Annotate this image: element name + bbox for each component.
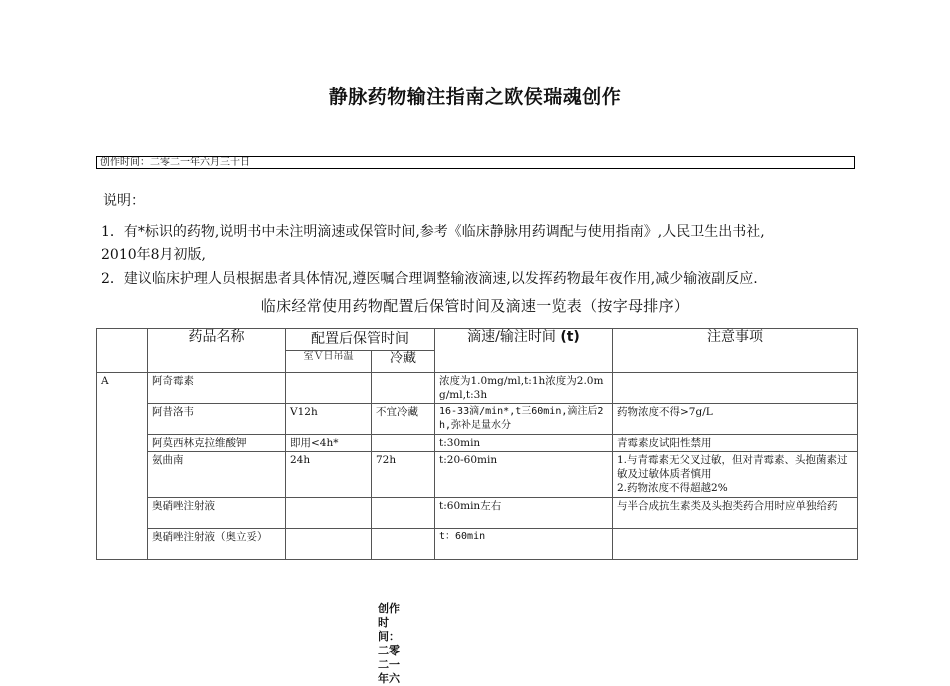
footer-creation-date: 创作时间：二零二一年六 (378, 602, 400, 685)
header-room-temp: 室Ｖ日吊温 (286, 351, 372, 373)
refrigerated-value: 72h (372, 452, 435, 498)
note-2: 2．建议临床护理人员根据患者具体情况,遵医嘱合理调整输液滴速,以发挥药物最年夜作用,减少输液副反应. (101, 271, 758, 287)
room-temp-value: 即用<4h* (286, 435, 372, 452)
refrigerated-value (372, 498, 435, 529)
notes-value: 与半合成抗生素类及头抱类药合用时应单独给药 (613, 498, 858, 529)
table-row (97, 452, 858, 498)
table-row (97, 529, 858, 560)
notes-value: 药物浓度不得>7g/L (613, 404, 858, 435)
rate-value: t:30min (435, 435, 613, 452)
drug-name: 奥硝唑注射液 (148, 498, 286, 529)
notes-value: 青霉素皮试阳性禁用 (613, 435, 858, 452)
rate-value: 16-33滴/min*,t三60min,滴注后2h,弥补足量水分 (435, 404, 613, 435)
room-temp-value: 24h (286, 452, 372, 498)
rate-value: t:60min左右 (435, 498, 613, 529)
note-1-line-1: 1．有*标识的药物,说明书中未注明滴速或保管时间,参考《临床静脉用药调配与使用指南》,人民卫生出书社, (101, 224, 765, 240)
group-letter: A (97, 373, 148, 560)
creation-date-box: 创作时间：二零二一年六月三十日 (96, 156, 855, 169)
table-row (97, 435, 858, 452)
header-refrigerated: 冷藏 (372, 351, 435, 373)
drug-table (96, 328, 858, 560)
refrigerated-value (372, 529, 435, 560)
drug-name: 奥硝唑注射液（奥立妥） (148, 529, 286, 560)
notes-value (613, 452, 858, 498)
refrigerated-value (372, 373, 435, 404)
drug-name: 氨曲南 (148, 452, 286, 498)
header-rate (435, 329, 613, 373)
rate-value: t:20-60min (435, 452, 613, 498)
refrigerated-value: 不宜冷藏 (372, 404, 435, 435)
notes-value (613, 529, 858, 560)
document-title: 静脉药物输注指南之欧侯瑞魂创作 (328, 86, 622, 108)
rate-value: 浓度为1.0mg/ml,t:1h浓度为2.0mg/ml,t:3h (435, 373, 613, 404)
room-temp-value: V12h (286, 404, 372, 435)
header-drug-name: 药品名称 (148, 329, 286, 373)
table-title: 临床经常使用药物配置后保管时间及滴速一览表（按字母排序） (260, 297, 690, 315)
room-temp-value (286, 498, 372, 529)
room-temp-value (286, 529, 372, 560)
table-row (97, 373, 858, 404)
refrigerated-value (372, 435, 435, 452)
room-temp-value (286, 373, 372, 404)
header-blank (97, 329, 148, 373)
header-notes: 注意事项 (613, 329, 858, 373)
drug-name: 阿莫西林克拉维酸钾 (148, 435, 286, 452)
header-rate-label: 滴速/输注时间 (467, 329, 556, 345)
drug-name: 阿昔洛韦 (148, 404, 286, 435)
notes-value (613, 373, 858, 404)
header-rate-unit: (t) (560, 329, 580, 345)
note-1-line-2: 2010年8月初版, (101, 247, 206, 263)
intro-label: 说明： (103, 193, 145, 209)
drug-name: 阿奇霉素 (148, 373, 286, 404)
header-storage-time: 配置后保管时间 (286, 329, 435, 351)
rate-value: t：60min (435, 529, 613, 560)
notes-line-1: 1.与青霉素无父叉过敏，但对青霉素、头抱菌素过敏及过敏体质者慎用 (617, 454, 848, 480)
table-row (97, 404, 858, 435)
notes-line-2: 2.药物浓度不得超越2% (617, 482, 728, 494)
table-row (97, 498, 858, 529)
